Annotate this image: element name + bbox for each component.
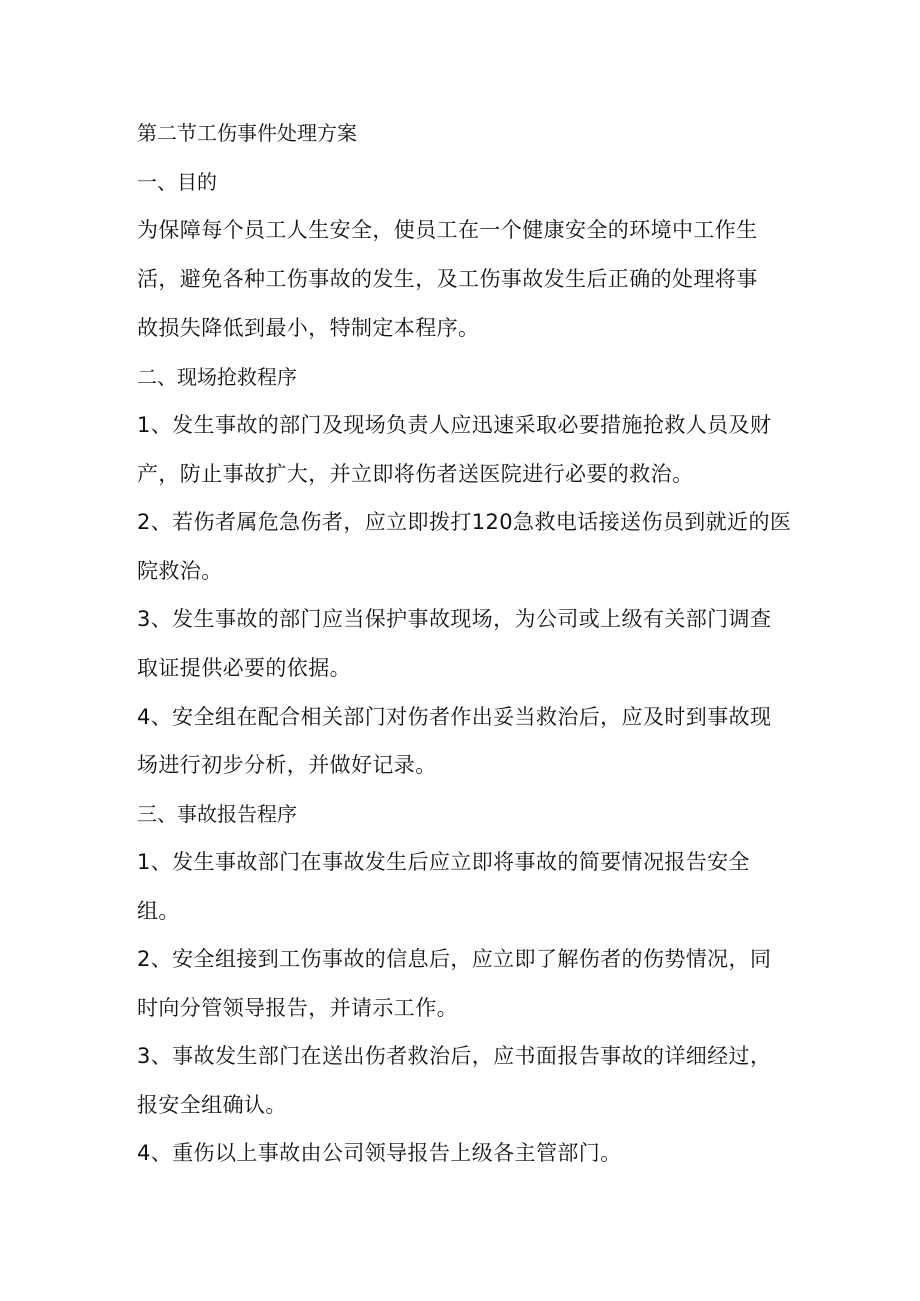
section-title: 第二节工伤事件处理方案	[137, 121, 357, 145]
paragraph-line: 4、重伤以上事故由公司领导报告上级各主管部门。	[137, 1141, 622, 1165]
paragraph-line: 活，避免各种工伤事故的发生，及工伤事故发生后正确的处理将事	[137, 267, 758, 291]
paragraph-line: 3、事故发生部门在送出伤者救治后，应书面报告事故的详细经过，	[137, 1044, 772, 1068]
paragraph-line: 组。	[137, 899, 180, 923]
paragraph-line: 2、安全组接到工伤事故的信息后，应立即了解伤者的伤势情况，同	[137, 947, 772, 971]
paragraph-line: 为保障每个员工人生安全，使员工在一个健康安全的环境中工作生	[137, 218, 758, 242]
paragraph-line: 院救治。	[137, 559, 223, 583]
paragraph-line: 故损失降低到最小，特制定本程序。	[137, 316, 480, 340]
paragraph-line: 取证提供必要的依据。	[137, 656, 351, 680]
paragraph-line: 报安全组确认。	[137, 1093, 287, 1117]
paragraph-line: 产，防止事故扩大，并立即将伤者送医院进行必要的救治。	[137, 462, 694, 486]
paragraph-line: 1、发生事故部门在事故发生后应立即将事故的简要情况报告安全	[137, 850, 750, 874]
paragraph-line: 场进行初步分析，并做好记录。	[137, 753, 437, 777]
paragraph-line: 2、若伤者属危急伤者，应立即拨打120急救电话接送伤员到就近的医	[137, 510, 792, 534]
heading-rescue-procedure: 二、现场抢救程序	[137, 365, 297, 389]
paragraph-line: 时向分管领导报告，并请示工作。	[137, 996, 458, 1020]
paragraph-line: 1、发生事故的部门及现场负责人应迅速采取必要措施抢救人员及财	[137, 413, 772, 437]
heading-report-procedure: 三、事故报告程序	[137, 802, 297, 826]
paragraph-line: 3、发生事故的部门应当保护事故现场，为公司或上级有关部门调查	[137, 607, 772, 631]
heading-purpose: 一、目的	[137, 170, 217, 194]
paragraph-line: 4、安全组在配合相关部门对伤者作出妥当救治后，应及时到事故现	[137, 705, 772, 729]
